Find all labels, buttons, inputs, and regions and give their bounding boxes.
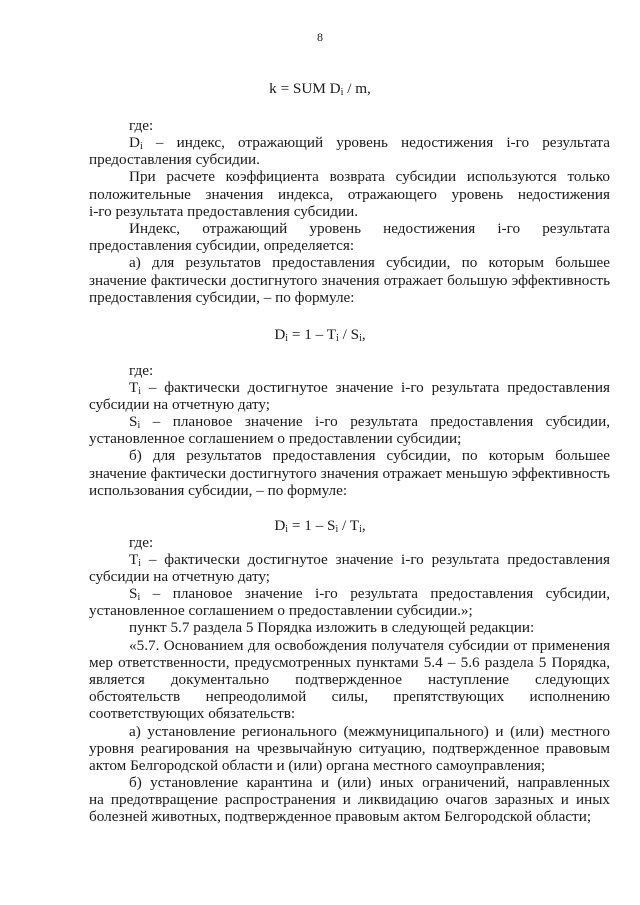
page-number: 8	[317, 30, 323, 44]
text-line: а) для результатов предоставления субсидии, по которым большее	[129, 254, 610, 271]
text-line: а) установление регионального (межмуниципального) и (или) местного	[129, 723, 610, 740]
text-line: значение фактически достигнутого значения отражает меньшую эффективность	[89, 465, 610, 482]
text-line: положительные значения индекса, отражающего уровень недостижения	[89, 186, 610, 203]
text-line: $S_i$ – плановое значение i-го результата предоставления субсидии,	[129, 413, 610, 431]
text-line: предоставления субсидии, – по формуле:	[89, 289, 355, 306]
text-line: «5.7. Основанием для освобождения получателя субсидии от применения	[129, 637, 610, 654]
text-line: пункт 5.7 раздела 5 Порядка изложить в следующей редакции:	[129, 619, 535, 636]
formula-d-a: $D_i = 1 - T_i / S_i$,	[274, 326, 366, 344]
text-line: б) для результатов предоставления субсидии, по которым большее	[129, 447, 610, 464]
text-line: б) установление карантина и (или) иных ограничений, направленных	[129, 774, 610, 791]
text-line: предоставления субсидии.	[89, 151, 260, 168]
text-line: значение фактически достигнутого значения отражает большую эффективность	[89, 272, 610, 289]
text-line: При расчете коэффициента возврата субсидии используются только	[129, 168, 610, 185]
text-line: $T_i$ – фактически достигнутое значение i-го результата предоставления	[129, 379, 610, 397]
formula-k: k = SUM $D_i$ / m,	[269, 80, 371, 98]
text-line: субсидии на отчетную дату;	[89, 568, 271, 585]
text-line: обстоятельств непреодолимой силы, препятствующих исполнению	[89, 688, 610, 705]
text-line: Индекс, отражающий уровень недостижения i-го результата	[129, 220, 610, 237]
text-line: где:	[129, 534, 154, 551]
text-line: мер ответственности, предусмотренных пунктами 5.4 – 5.6 раздела 5 Порядка,	[89, 654, 610, 671]
text-line: $S_i$ – плановое значение i-го результата предоставления субсидии,	[129, 585, 610, 603]
text-line: $T_i$ – фактически достигнутое значение i-го результата предоставления	[129, 551, 610, 569]
text-line: соответствующих обязательств:	[89, 705, 296, 722]
text-line: использования субсидии, – по формуле:	[89, 482, 348, 499]
text-line: где:	[129, 117, 154, 134]
text-line: является документально подтвержденное наступление следующих	[89, 671, 610, 688]
text-line: уровня реагирования на чрезвычайную ситуацию, подтвержденное правовым	[89, 740, 610, 757]
text-line: i-го результата предоставления субсидии.	[89, 203, 359, 220]
text-line: предоставления субсидии, определяется:	[89, 237, 355, 254]
text-line: на предотвращение распространения и ликвидацию очагов заразных и иных	[89, 791, 610, 808]
text-line: болезней животных, подтвержденное правовым актом Белгородской области;	[89, 808, 592, 825]
text-line: актом Белгородской области и (или) органа местного самоуправления;	[89, 757, 546, 774]
text-line: где:	[129, 362, 154, 379]
text-line: субсидии на отчетную дату;	[89, 396, 271, 413]
text-line: установленное соглашением о предоставлении субсидии.»;	[89, 602, 473, 619]
formula-d-b: $D_i = 1 - S_i / T_i$,	[274, 517, 366, 535]
text-line: установленное соглашением о предоставлении субсидии;	[89, 430, 462, 447]
text-line: $D_i$ – индекс, отражающий уровень недостижения i-го результата	[129, 134, 610, 152]
